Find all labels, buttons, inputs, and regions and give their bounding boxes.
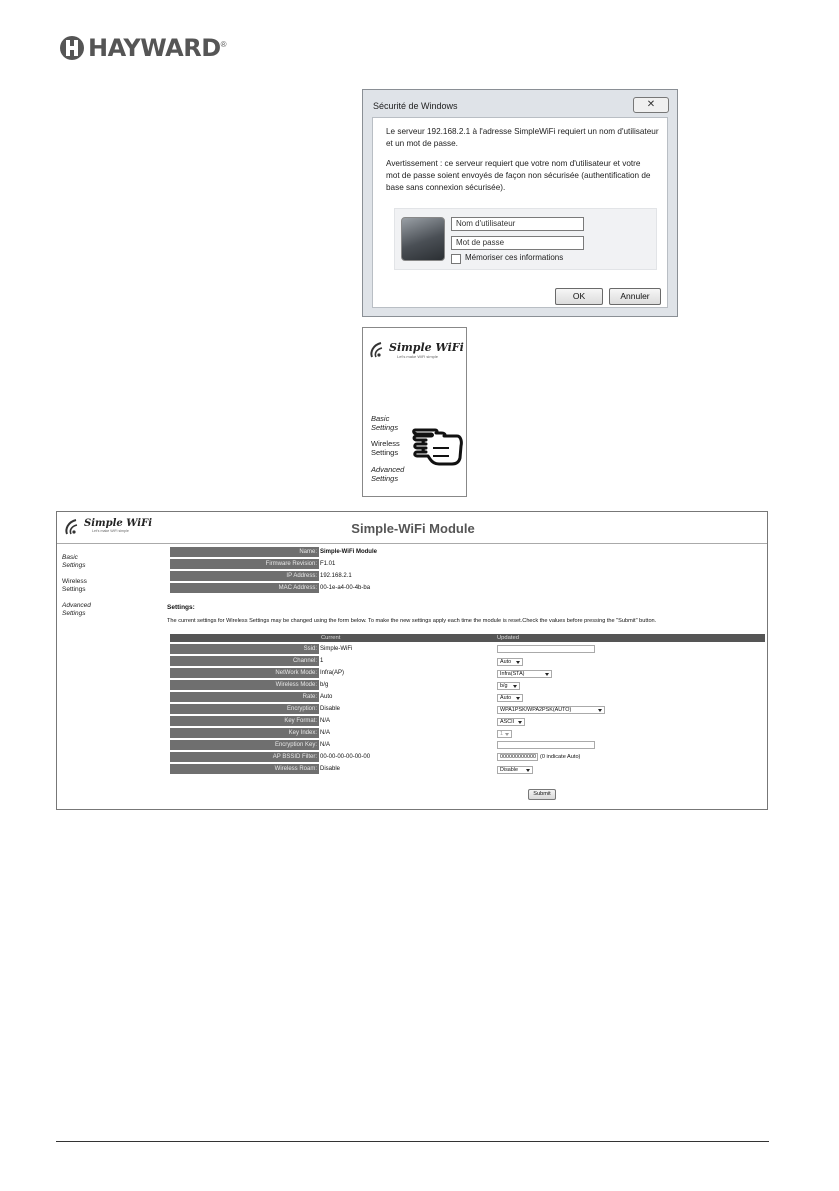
encryption-select[interactable] xyxy=(497,706,605,714)
row-label: Wireless Mode: xyxy=(170,680,319,690)
module-nav-basic[interactable]: Basic xyxy=(62,554,78,561)
chevron-down-icon xyxy=(526,769,530,772)
row-key-format xyxy=(170,716,765,726)
chevron-down-icon xyxy=(598,709,602,712)
brand-name: Simple WiFi xyxy=(389,341,464,354)
row-current-value: 00-00-00-00-00-00 xyxy=(320,754,371,760)
row-label: AP BSSID Filter: xyxy=(170,752,319,762)
wifi-swirl-icon xyxy=(369,341,385,359)
row-label: Encryption Key: xyxy=(170,740,319,750)
channel-select[interactable] xyxy=(497,658,523,666)
settings-description: The current settings for Wireless Settings may be changed using the form below. To make the new settings apply each time the module is reset.Check the values before pressing the "Submit" button. xyxy=(167,618,657,624)
page-footer-rule xyxy=(56,1141,769,1142)
dialog-warning-line: mot de passe soient envoyés de façon non sécurisée (authentification de xyxy=(386,171,651,180)
info-label: MAC Address: xyxy=(170,583,319,593)
pointing-hand-icon xyxy=(411,422,463,466)
row-current-value: N/A xyxy=(320,718,331,724)
row-current-value: N/A xyxy=(320,742,331,748)
select-value: 1 xyxy=(500,731,503,737)
select-value: Auto xyxy=(500,659,512,665)
wireless-roam-select[interactable] xyxy=(497,766,533,774)
module-settings-page xyxy=(56,511,768,810)
select-value: Infra(STA) xyxy=(500,671,525,677)
ok-button[interactable]: OK xyxy=(555,288,603,305)
row-current-value: b/g xyxy=(320,682,329,688)
chevron-down-icon xyxy=(513,685,517,688)
nav-basic-settings[interactable]: Basic Settings xyxy=(371,414,399,432)
info-value: 00-1e-a4-00-4b-ba xyxy=(320,585,371,591)
row-label: Rate: xyxy=(170,692,319,702)
select-value: b/g xyxy=(500,683,508,689)
dialog-title: Sécurité de Windows xyxy=(373,101,458,111)
row-current-value: Disable xyxy=(320,766,341,772)
row-label: Key Index: xyxy=(170,728,319,738)
row-current-value: 1 xyxy=(320,658,324,664)
header-divider xyxy=(57,543,767,544)
row-current-value: Disable xyxy=(320,706,341,712)
select-value: Disable xyxy=(500,767,518,773)
user-tile-icon xyxy=(401,217,445,261)
dialog-close-button[interactable]: ✕ xyxy=(633,97,669,113)
row-label: NetWork Mode: xyxy=(170,668,319,678)
bssid-filter-input[interactable]: 000000000000 xyxy=(497,753,538,761)
credential-panel xyxy=(394,208,657,270)
dialog-message-line: et un mot de passe. xyxy=(386,139,458,148)
wireless-mode-select[interactable] xyxy=(497,682,520,690)
row-encryption xyxy=(170,704,765,714)
remember-label: Mémoriser ces informations xyxy=(465,253,564,262)
dialog-warning-line: Avertissement : ce serveur requiert que votre nom d'utilisateur et votre xyxy=(386,159,641,168)
module-nav-advanced[interactable]: Advanced xyxy=(62,602,91,609)
module-brand-name: Simple WiFi xyxy=(84,518,152,529)
dialog-message-line: Le serveur 192.168.2.1 à l'adresse SimpleWiFi requiert un nom d'utilisateur xyxy=(386,127,659,136)
chevron-down-icon xyxy=(518,721,522,724)
registered-mark: ® xyxy=(220,40,227,49)
row-label: Channel: xyxy=(170,656,319,666)
encryption-key-input[interactable] xyxy=(497,741,595,749)
row-ssid xyxy=(170,644,765,654)
hayward-logo xyxy=(60,34,227,62)
row-label: Ssid: xyxy=(170,644,319,654)
ssid-input[interactable] xyxy=(497,645,595,653)
simplewifi-nav-panel xyxy=(362,327,467,497)
select-value: WPA1PSK/WPA2PSK(AUTO) xyxy=(500,707,572,713)
rate-select[interactable] xyxy=(497,694,523,702)
settings-heading: Settings: xyxy=(167,604,195,611)
info-label: Name: xyxy=(170,547,319,557)
row-wireless-roam xyxy=(170,764,765,774)
module-nav-wireless-2[interactable]: Settings xyxy=(62,586,86,593)
row-channel xyxy=(170,656,765,666)
chevron-down-icon xyxy=(516,661,520,664)
brand-tagline: Let's make WiFi simple xyxy=(397,354,438,359)
module-nav-advanced-2[interactable]: Settings xyxy=(62,610,86,617)
nav-wireless-settings[interactable]: Wireless Settings xyxy=(371,439,400,457)
bssid-filter-note: (0 indicate Auto) xyxy=(540,754,581,760)
hayward-logo-icon xyxy=(60,36,84,60)
row-current-value: Infra(AP) xyxy=(320,670,345,676)
row-wireless-mode xyxy=(170,680,765,690)
info-value: Simple-WiFi Module xyxy=(320,549,377,555)
row-ap-bssid-filter xyxy=(170,752,765,762)
row-label: Wireless Roam: xyxy=(170,764,319,774)
row-network-mode xyxy=(170,668,765,678)
info-value: 192.168.2.1 xyxy=(320,573,352,579)
key-format-select[interactable] xyxy=(497,718,525,726)
remember-checkbox[interactable] xyxy=(451,254,461,264)
select-value: ASCII xyxy=(500,719,515,725)
settings-table-header xyxy=(170,634,765,642)
info-value: F1.01 xyxy=(320,561,336,567)
info-label: IP Address: xyxy=(170,571,319,581)
module-nav-wireless[interactable]: Wireless xyxy=(62,578,87,585)
dialog-warning-line: base sans connexion sécurisée). xyxy=(386,183,506,192)
module-title: Simple-WiFi Module xyxy=(351,521,475,536)
network-mode-select[interactable] xyxy=(497,670,552,678)
nav-advanced-settings[interactable]: Advanced Settings xyxy=(371,465,405,483)
password-field[interactable]: Mot de passe xyxy=(451,236,584,250)
simplewifi-logo xyxy=(369,341,464,359)
hayward-logo-text: HAYWARD xyxy=(88,34,221,62)
key-index-select[interactable] xyxy=(497,730,512,738)
row-encryption-key xyxy=(170,740,765,750)
select-value: Auto xyxy=(500,695,512,701)
chevron-down-icon xyxy=(505,733,509,736)
column-current: Current xyxy=(321,635,341,641)
module-brand-tagline: Let's make WiFi simple xyxy=(92,529,129,533)
cancel-button[interactable]: Annuler xyxy=(609,288,661,305)
column-updated: Updated xyxy=(497,635,519,641)
row-current-value: Auto xyxy=(320,694,333,700)
windows-security-dialog xyxy=(362,89,678,317)
info-label: Firmware Revision: xyxy=(170,559,319,569)
chevron-down-icon xyxy=(516,697,520,700)
row-current-value: Simple-WiFi xyxy=(320,646,353,652)
username-field[interactable]: Nom d'utilisateur xyxy=(451,217,584,231)
submit-button[interactable]: Submit xyxy=(528,789,556,800)
chevron-down-icon xyxy=(545,673,549,676)
row-label: Encryption: xyxy=(170,704,319,714)
row-key-index xyxy=(170,728,765,738)
row-current-value: N/A xyxy=(320,730,331,736)
row-label: Key Format: xyxy=(170,716,319,726)
row-rate xyxy=(170,692,765,702)
module-nav-basic-2[interactable]: Settings xyxy=(62,562,86,569)
